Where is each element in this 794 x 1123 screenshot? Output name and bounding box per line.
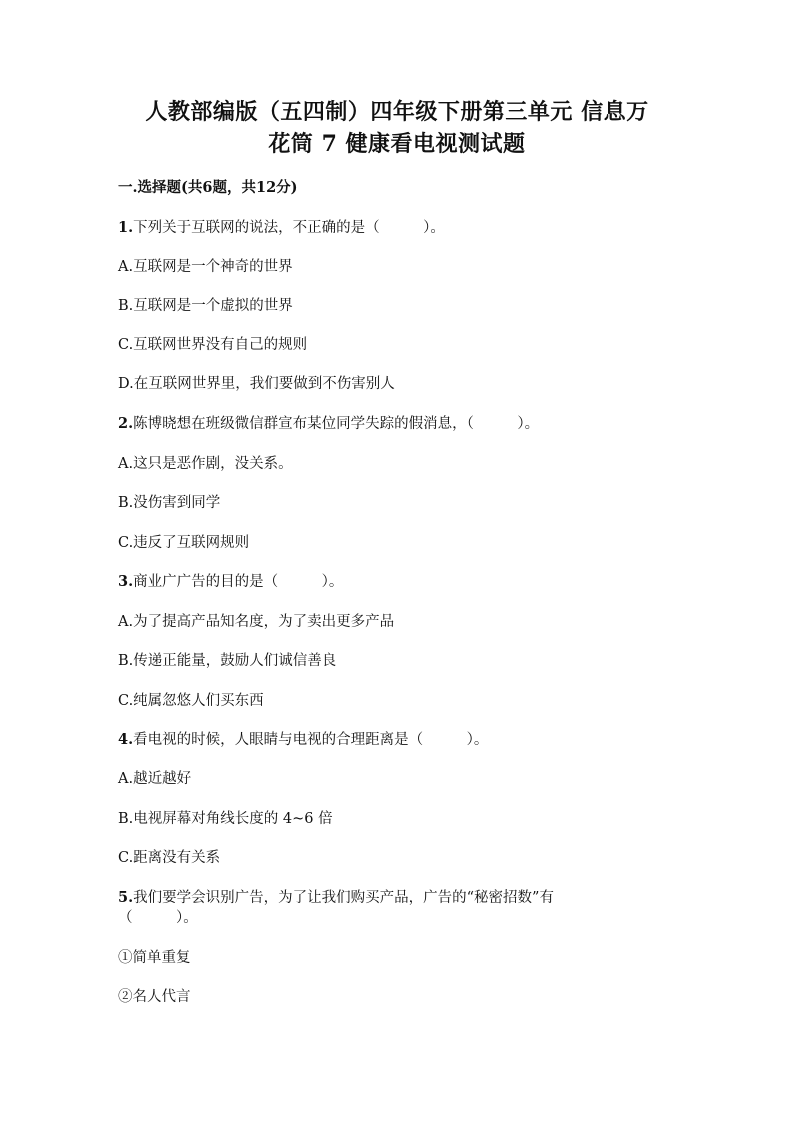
question-3 — [118, 572, 343, 592]
question-number: 2. — [118, 415, 134, 432]
question-3-option-b: B.传递正能量，鼓励人们诚信善良 — [118, 653, 337, 669]
question-stem: 我们要学会识别广告，为了让我们购买产品，广告的“秘密招数”有 — [133, 890, 554, 906]
document-title-line-2: 花筒 7 健康看电视测试题 — [268, 131, 526, 157]
question-stem: 商业广广告的目的是（ ）。 — [133, 574, 344, 590]
question-number: 4. — [118, 731, 134, 748]
question-number: 1. — [118, 219, 134, 236]
question-1-option-a: A.互联网是一个神奇的世界 — [118, 259, 293, 275]
question-stem: 看电视的时候，人眼睛与电视的合理距离是（ ）。 — [133, 732, 489, 748]
question-number: 5. — [118, 889, 134, 906]
question-2-option-c: C.违反了互联网规则 — [118, 535, 250, 551]
question-4-option-b: B.电视屏幕对角线长度的 4~6 倍 — [118, 811, 333, 827]
question-3-option-a: A.为了提高产品知名度，为了卖出更多产品 — [118, 614, 395, 630]
question-4-option-a: A.越近越好 — [118, 771, 192, 787]
document-title-line-1: 人教部编版（五四制）四年级下册第三单元 信息万 — [145, 99, 649, 125]
question-1-option-c: C.互联网世界没有自己的规则 — [118, 337, 308, 353]
question-3-option-c: C.纯属忽悠人们买东西 — [118, 693, 264, 709]
question-2-option-b: B.没伤害到同学 — [118, 495, 221, 511]
question-5 — [118, 888, 554, 908]
question-5-stem-continued: （ ）。 — [118, 910, 198, 926]
question-number: 3. — [118, 573, 134, 590]
question-stem: 陈博晓想在班级微信群宣布某位同学失踪的假消息，（ ）。 — [133, 416, 540, 432]
question-stem: 下列关于互联网的说法，不正确的是（ ）。 — [133, 220, 445, 236]
question-1-option-b: B.互联网是一个虚拟的世界 — [118, 298, 293, 314]
section-heading: 一.选择题(共6题，共12分) — [118, 179, 298, 196]
question-5-option-1: ①简单重复 — [118, 950, 191, 966]
question-1-option-d: D.在互联网世界里，我们要做到不伤害别人 — [118, 376, 395, 392]
question-2-option-a: A.这只是恶作剧，没关系。 — [118, 456, 293, 472]
question-4 — [118, 730, 488, 750]
question-5-option-2: ②名人代言 — [118, 989, 191, 1005]
question-1 — [118, 218, 445, 238]
question-4-option-c: C.距离没有关系 — [118, 850, 221, 866]
question-2 — [118, 414, 539, 434]
